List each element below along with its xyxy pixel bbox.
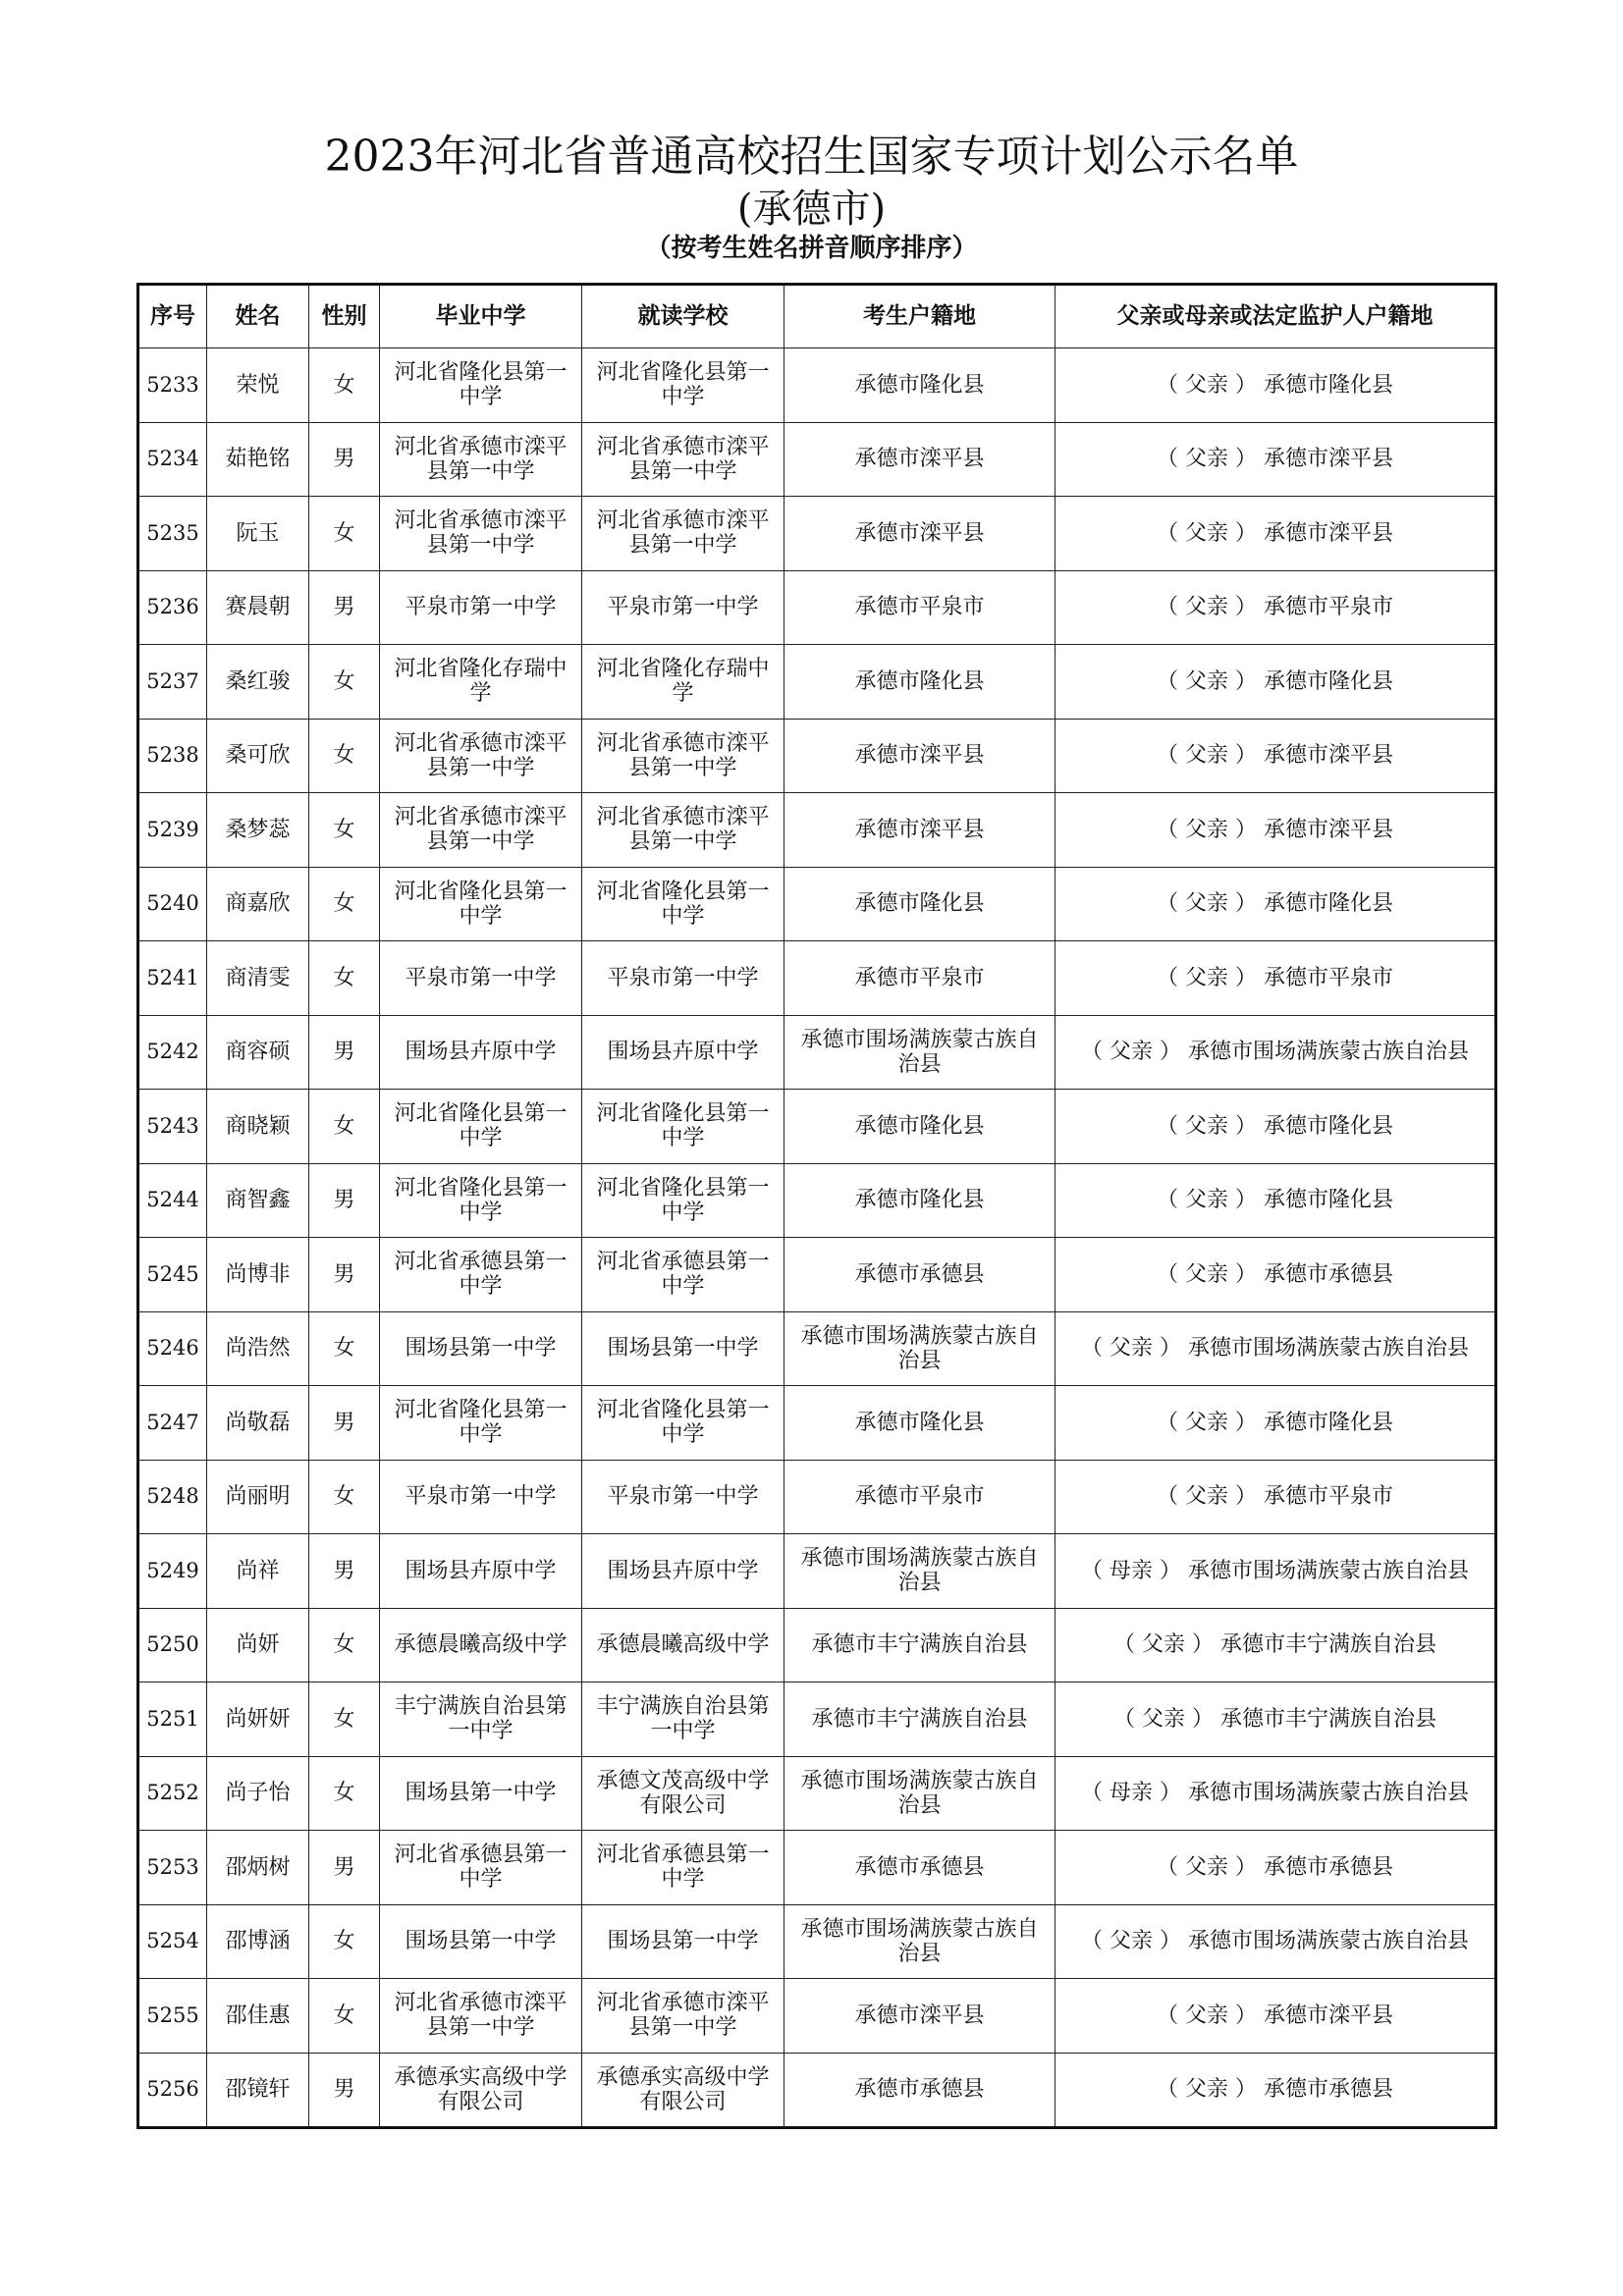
table-row <box>138 422 1496 497</box>
row-grad-school: 河北省隆化县第一中学 <box>380 1163 582 1238</box>
row-gender: 女 <box>309 1979 380 2054</box>
row-current-school: 围场县第一中学 <box>582 1904 784 1979</box>
row-current-school: 平泉市第一中学 <box>582 1460 784 1534</box>
row-gender: 女 <box>309 793 380 868</box>
row-residence: 承德市隆化县 <box>784 645 1055 720</box>
row-name: 商清雯 <box>207 941 309 1016</box>
row-guardian-residence: （ 父亲 ） 承德市隆化县 <box>1055 348 1496 423</box>
row-name: 桑可欣 <box>207 719 309 793</box>
header-grad-school: 毕业中学 <box>380 285 582 348</box>
row-grad-school: 河北省隆化县第一中学 <box>380 1090 582 1164</box>
table-row <box>138 570 1496 645</box>
row-seq: 5238 <box>138 719 207 793</box>
row-seq: 5255 <box>138 1979 207 2054</box>
row-name: 商智鑫 <box>207 1163 309 1238</box>
row-seq: 5256 <box>138 2053 207 2128</box>
row-current-school: 平泉市第一中学 <box>582 941 784 1016</box>
row-current-school: 承德文茂高级中学有限公司 <box>582 1756 784 1831</box>
row-grad-school: 河北省承德市滦平县第一中学 <box>380 422 582 497</box>
row-residence: 承德市隆化县 <box>784 348 1055 423</box>
row-seq: 5239 <box>138 793 207 868</box>
row-name: 商容硕 <box>207 1015 309 1090</box>
row-gender: 男 <box>309 1163 380 1238</box>
row-seq: 5251 <box>138 1682 207 1757</box>
row-name: 茹艳铭 <box>207 422 309 497</box>
row-name: 邵博涵 <box>207 1904 309 1979</box>
row-current-school: 河北省承德市滦平县第一中学 <box>582 793 784 868</box>
row-seq: 5254 <box>138 1904 207 1979</box>
table-row <box>138 1904 1496 1979</box>
table-row <box>138 348 1496 423</box>
row-guardian-residence: （ 父亲 ） 承德市丰宁满族自治县 <box>1055 1682 1496 1757</box>
row-residence: 承德市承德县 <box>784 1238 1055 1312</box>
table-row <box>138 1460 1496 1534</box>
row-current-school: 河北省隆化县第一中学 <box>582 1386 784 1461</box>
row-current-school: 河北省承德县第一中学 <box>582 1831 784 1905</box>
row-gender: 女 <box>309 1682 380 1757</box>
row-guardian-residence: （ 父亲 ） 承德市丰宁满族自治县 <box>1055 1608 1496 1682</box>
header-residence: 考生户籍地 <box>784 285 1055 348</box>
row-residence: 承德市滦平县 <box>784 497 1055 571</box>
row-residence: 承德市丰宁满族自治县 <box>784 1608 1055 1682</box>
row-gender: 女 <box>309 497 380 571</box>
page-subtitle: (承德市) <box>736 187 887 232</box>
row-gender: 女 <box>309 1311 380 1386</box>
row-name: 桑梦蕊 <box>207 793 309 868</box>
row-grad-school: 平泉市第一中学 <box>380 941 582 1016</box>
row-gender: 男 <box>309 1238 380 1312</box>
row-residence: 承德市平泉市 <box>784 941 1055 1016</box>
row-gender: 男 <box>309 2053 380 2128</box>
row-guardian-residence: （ 父亲 ） 承德市承德县 <box>1055 2053 1496 2128</box>
row-residence: 承德市滦平县 <box>784 422 1055 497</box>
row-seq: 5233 <box>138 348 207 423</box>
row-gender: 女 <box>309 1460 380 1534</box>
table-row <box>138 941 1496 1016</box>
row-seq: 5241 <box>138 941 207 1016</box>
row-grad-school: 河北省隆化县第一中学 <box>380 867 582 941</box>
row-gender: 男 <box>309 1831 380 1905</box>
row-gender: 女 <box>309 645 380 720</box>
row-guardian-residence: （ 父亲 ） 承德市隆化县 <box>1055 1090 1496 1164</box>
row-name: 赛晨朝 <box>207 570 309 645</box>
row-guardian-residence: （ 父亲 ） 承德市围场满族蒙古族自治县 <box>1055 1311 1496 1386</box>
row-seq: 5249 <box>138 1534 207 1609</box>
row-seq: 5247 <box>138 1386 207 1461</box>
row-guardian-residence: （ 父亲 ） 承德市隆化县 <box>1055 645 1496 720</box>
row-guardian-residence: （ 母亲 ） 承德市围场满族蒙古族自治县 <box>1055 1534 1496 1609</box>
row-seq: 5240 <box>138 867 207 941</box>
table-row <box>138 1090 1496 1164</box>
row-seq: 5234 <box>138 422 207 497</box>
table-row <box>138 645 1496 720</box>
row-residence: 承德市围场满族蒙古族自治县 <box>784 1311 1055 1386</box>
row-residence: 承德市滦平县 <box>784 1979 1055 2054</box>
row-gender: 女 <box>309 1608 380 1682</box>
row-gender: 女 <box>309 1904 380 1979</box>
row-guardian-residence: （ 父亲 ） 承德市平泉市 <box>1055 941 1496 1016</box>
row-residence: 承德市围场满族蒙古族自治县 <box>784 1904 1055 1979</box>
row-name: 尚妍 <box>207 1608 309 1682</box>
header-row <box>138 285 1496 348</box>
row-current-school: 河北省隆化县第一中学 <box>582 1163 784 1238</box>
row-current-school: 承德晨曦高级中学 <box>582 1608 784 1682</box>
row-grad-school: 围场县卉原中学 <box>380 1015 582 1090</box>
table-row <box>138 1831 1496 1905</box>
table-row <box>138 1979 1496 2054</box>
row-grad-school: 河北省承德市滦平县第一中学 <box>380 719 582 793</box>
row-guardian-residence: （ 父亲 ） 承德市隆化县 <box>1055 1386 1496 1461</box>
row-grad-school: 河北省承德市滦平县第一中学 <box>380 793 582 868</box>
row-name: 桑红骏 <box>207 645 309 720</box>
table-row <box>138 1015 1496 1090</box>
row-residence: 承德市平泉市 <box>784 570 1055 645</box>
table-row <box>138 719 1496 793</box>
row-guardian-residence: （ 父亲 ） 承德市承德县 <box>1055 1831 1496 1905</box>
row-current-school: 围场县卉原中学 <box>582 1534 784 1609</box>
row-seq: 5252 <box>138 1756 207 1831</box>
table-row <box>138 1311 1496 1386</box>
sort-note: （按考生姓名拼音顺序排序） <box>645 234 978 263</box>
row-residence: 承德市平泉市 <box>784 1460 1055 1534</box>
row-current-school: 河北省隆化县第一中学 <box>582 867 784 941</box>
page-title: 2023年河北省普通高校招生国家专项计划公示名单 <box>324 132 1299 182</box>
row-current-school: 河北省隆化县第一中学 <box>582 348 784 423</box>
table-row <box>138 1682 1496 1757</box>
row-guardian-residence: （ 父亲 ） 承德市承德县 <box>1055 1238 1496 1312</box>
row-guardian-residence: （ 母亲 ） 承德市围场满族蒙古族自治县 <box>1055 1756 1496 1831</box>
table-row <box>138 2053 1496 2128</box>
row-name: 尚丽明 <box>207 1460 309 1534</box>
row-guardian-residence: （ 父亲 ） 承德市围场满族蒙古族自治县 <box>1055 1904 1496 1979</box>
row-grad-school: 河北省隆化存瑞中学 <box>380 645 582 720</box>
row-gender: 男 <box>309 422 380 497</box>
row-gender: 女 <box>309 1090 380 1164</box>
header-guardian-residence: 父亲或母亲或法定监护人户籍地 <box>1055 285 1496 348</box>
row-guardian-residence: （ 父亲 ） 承德市平泉市 <box>1055 570 1496 645</box>
row-name: 荣悦 <box>207 348 309 423</box>
row-gender: 女 <box>309 348 380 423</box>
table-row <box>138 1238 1496 1312</box>
row-current-school: 平泉市第一中学 <box>582 570 784 645</box>
header-gender: 性别 <box>309 285 380 348</box>
row-seq: 5244 <box>138 1163 207 1238</box>
row-grad-school: 平泉市第一中学 <box>380 570 582 645</box>
row-residence: 承德市承德县 <box>784 2053 1055 2128</box>
row-grad-school: 河北省承德市滦平县第一中学 <box>380 497 582 571</box>
row-grad-school: 围场县第一中学 <box>380 1311 582 1386</box>
table-row <box>138 497 1496 571</box>
row-grad-school: 承德晨曦高级中学 <box>380 1608 582 1682</box>
row-guardian-residence: （ 父亲 ） 承德市滦平县 <box>1055 1979 1496 2054</box>
row-gender: 男 <box>309 1015 380 1090</box>
row-seq: 5242 <box>138 1015 207 1090</box>
row-current-school: 丰宁满族自治县第一中学 <box>582 1682 784 1757</box>
row-current-school: 河北省承德市滦平县第一中学 <box>582 1979 784 2054</box>
header-seq: 序号 <box>138 285 207 348</box>
row-seq: 5250 <box>138 1608 207 1682</box>
row-residence: 承德市丰宁满族自治县 <box>784 1682 1055 1757</box>
row-guardian-residence: （ 父亲 ） 承德市滦平县 <box>1055 422 1496 497</box>
row-name: 尚浩然 <box>207 1311 309 1386</box>
row-guardian-residence: （ 父亲 ） 承德市平泉市 <box>1055 1460 1496 1534</box>
header-current-school: 就读学校 <box>582 285 784 348</box>
row-grad-school: 围场县第一中学 <box>380 1904 582 1979</box>
row-gender: 女 <box>309 1756 380 1831</box>
row-guardian-residence: （ 父亲 ） 承德市滦平县 <box>1055 719 1496 793</box>
row-residence: 承德市滦平县 <box>784 719 1055 793</box>
roster-table <box>136 283 1497 2129</box>
row-seq: 5253 <box>138 1831 207 1905</box>
row-guardian-residence: （ 父亲 ） 承德市滦平县 <box>1055 497 1496 571</box>
row-residence: 承德市隆化县 <box>784 1090 1055 1164</box>
row-grad-school: 丰宁满族自治县第一中学 <box>380 1682 582 1757</box>
row-name: 尚妍妍 <box>207 1682 309 1757</box>
row-current-school: 河北省隆化存瑞中学 <box>582 645 784 720</box>
table-row <box>138 1163 1496 1238</box>
row-guardian-residence: （ 父亲 ） 承德市隆化县 <box>1055 1163 1496 1238</box>
row-residence: 承德市围场满族蒙古族自治县 <box>784 1756 1055 1831</box>
row-guardian-residence: （ 父亲 ） 承德市隆化县 <box>1055 867 1496 941</box>
row-seq: 5245 <box>138 1238 207 1312</box>
table-row <box>138 867 1496 941</box>
row-residence: 承德市围场满族蒙古族自治县 <box>784 1534 1055 1609</box>
row-gender: 女 <box>309 867 380 941</box>
row-grad-school: 河北省隆化县第一中学 <box>380 1386 582 1461</box>
row-grad-school: 围场县卉原中学 <box>380 1534 582 1609</box>
row-grad-school: 平泉市第一中学 <box>380 1460 582 1534</box>
header-name: 姓名 <box>207 285 309 348</box>
row-residence: 承德市隆化县 <box>784 1386 1055 1461</box>
row-name: 阮玉 <box>207 497 309 571</box>
table-row <box>138 793 1496 868</box>
row-grad-school: 围场县第一中学 <box>380 1756 582 1831</box>
table-row <box>138 1386 1496 1461</box>
row-current-school: 河北省承德县第一中学 <box>582 1238 784 1312</box>
row-name: 尚博非 <box>207 1238 309 1312</box>
row-current-school: 围场县第一中学 <box>582 1311 784 1386</box>
row-grad-school: 河北省承德市滦平县第一中学 <box>380 1979 582 2054</box>
row-current-school: 河北省承德市滦平县第一中学 <box>582 422 784 497</box>
row-seq: 5235 <box>138 497 207 571</box>
row-gender: 男 <box>309 1534 380 1609</box>
table-row <box>138 1608 1496 1682</box>
row-current-school: 围场县卉原中学 <box>582 1015 784 1090</box>
row-name: 尚子怡 <box>207 1756 309 1831</box>
row-seq: 5246 <box>138 1311 207 1386</box>
row-name: 商嘉欣 <box>207 867 309 941</box>
row-name: 尚敬磊 <box>207 1386 309 1461</box>
row-current-school: 河北省承德市滦平县第一中学 <box>582 719 784 793</box>
row-residence: 承德市承德县 <box>784 1831 1055 1905</box>
row-name: 商晓颖 <box>207 1090 309 1164</box>
row-residence: 承德市滦平县 <box>784 793 1055 868</box>
row-gender: 男 <box>309 1386 380 1461</box>
row-name: 邵佳惠 <box>207 1979 309 2054</box>
table-row <box>138 1756 1496 1831</box>
row-residence: 承德市围场满族蒙古族自治县 <box>784 1015 1055 1090</box>
row-gender: 女 <box>309 941 380 1016</box>
row-gender: 女 <box>309 719 380 793</box>
row-grad-school: 河北省承德县第一中学 <box>380 1831 582 1905</box>
table-row <box>138 1534 1496 1609</box>
row-name: 邵炳树 <box>207 1831 309 1905</box>
row-grad-school: 河北省承德县第一中学 <box>380 1238 582 1312</box>
row-current-school: 承德承实高级中学有限公司 <box>582 2053 784 2128</box>
row-name: 尚祥 <box>207 1534 309 1609</box>
row-seq: 5243 <box>138 1090 207 1164</box>
row-grad-school: 河北省隆化县第一中学 <box>380 348 582 423</box>
row-guardian-residence: （ 父亲 ） 承德市围场满族蒙古族自治县 <box>1055 1015 1496 1090</box>
row-gender: 男 <box>309 570 380 645</box>
row-seq: 5237 <box>138 645 207 720</box>
row-seq: 5236 <box>138 570 207 645</box>
row-seq: 5248 <box>138 1460 207 1534</box>
row-residence: 承德市隆化县 <box>784 867 1055 941</box>
row-grad-school: 承德承实高级中学有限公司 <box>380 2053 582 2128</box>
roster-body <box>138 348 1496 2128</box>
row-current-school: 河北省承德市滦平县第一中学 <box>582 497 784 571</box>
row-current-school: 河北省隆化县第一中学 <box>582 1090 784 1164</box>
row-name: 邵镜轩 <box>207 2053 309 2128</box>
row-residence: 承德市隆化县 <box>784 1163 1055 1238</box>
row-guardian-residence: （ 父亲 ） 承德市滦平县 <box>1055 793 1496 868</box>
